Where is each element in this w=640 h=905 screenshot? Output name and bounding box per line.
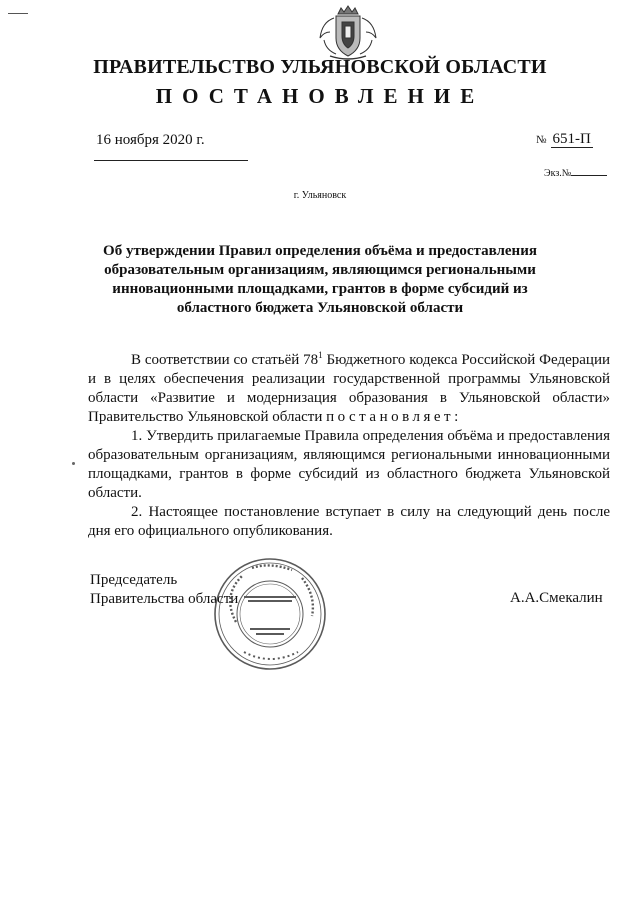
scan-corner-mark: [8, 13, 28, 14]
document-subject: Об утверждении Правил определения объёма и предоставления образовательным организациям, являющимся региональными инновационными площадками, грантов в форме субсидий из областного бюджета Ульяновской области: [103, 243, 537, 316]
copy-blank: [571, 175, 607, 176]
paragraph-item-2: 2. Настоящее постановление вступает в силу на следующий день после дня его официального опубликования.: [88, 504, 610, 539]
number-sign: №: [536, 134, 547, 146]
document-date: 16 ноября 2020 г.: [96, 132, 205, 148]
city: г. Ульяновск: [293, 190, 347, 201]
article-superscript: 1: [318, 350, 323, 360]
signatory-name: А.А.Смекалин: [510, 590, 603, 606]
copy-label: Экз.№: [544, 168, 572, 179]
scan-speck: [72, 462, 75, 465]
document-type: ПОСТАНОВЛЕНИЕ: [155, 84, 485, 108]
organization-title: ПРАВИТЕЛЬСТВО УЛЬЯНОВСКОЙ ОБЛАСТИ: [93, 56, 547, 78]
copy-number: [544, 168, 607, 179]
date-underline: [94, 160, 248, 161]
signatory-title-line-2: Правительства области: [90, 591, 239, 607]
official-seal: [212, 556, 328, 672]
paragraph-item-1: 1. Утвердить прилагаемые Правила определения объёма и предоставления образовательным организациям, являющимся региональными инновационными площадками, грантов в форме субсидий из областного бюджета Ульяновской области.: [88, 428, 610, 501]
document-number: [536, 131, 593, 148]
resolve-word: постановляет: [326, 409, 455, 425]
paragraph-preamble: В соответствии со статьёй $78^1$ Бюджетного кодекса Российской Федерации и в целях обеспечения реализации государственной программы Ульяновской области «Развитие и модернизация образования в Ульяновской области» Правительство Ульяновской области постановляет:: [88, 350, 611, 425]
number-value: 651-П: [552, 131, 591, 147]
signatory-title-line-1: Председатель: [90, 572, 178, 588]
document-body: [88, 346, 610, 541]
coat-of-arms-icon: [314, 4, 382, 62]
